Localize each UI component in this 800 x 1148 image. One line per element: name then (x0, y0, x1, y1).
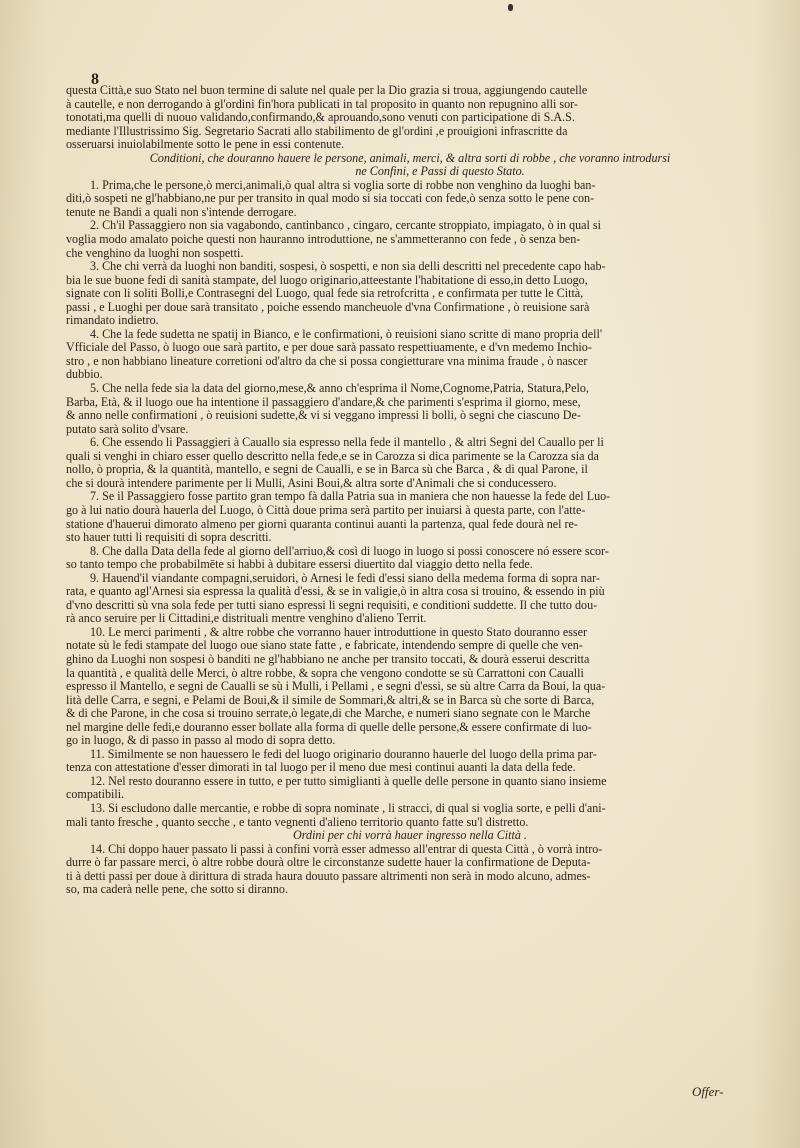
paragraph-3-line: 3. Che chi verrà da luoghi non banditi, sospesi, ò sospetti, e non sia delli descritti nel precedente capo hab- (90, 260, 606, 274)
paragraph-1-line: 1. Prima,che le persone,ò merci,animali,ò qual altra si voglia sorte di robbe non venghino da luoghi ban- (90, 178, 596, 192)
ink-blot (508, 4, 513, 11)
paragraph-5-line: 5. Che nella fede sia la data del giorno,mese,& anno ch'esprima il Nome,Cognome,Patria, Statura,Pelo, (90, 382, 589, 396)
paragraph-8-line: so tanto tempo che probabilmēte si habbi à dubitare essersi diuertito dal viaggio detto nella fede. (66, 558, 533, 572)
paragraph-8-line: 8. Che dalla Data della fede al giorno dell'arriuo,& così di luogo in luogo si possi conoscere nó essere scor- (90, 544, 609, 558)
paragraph-4-line: Vfficiale del Passo, ò luogo oue sarà partito, e per doue sarà passato respettiuamente, e d'vn medemo Inchio- (66, 341, 592, 355)
text-line: à cautelle, e non derrogando à gl'ordini fin'hora publicati in tal proposito in quanto non repugnino alli sor- (66, 97, 578, 111)
paragraph-13-line: mali tanto fresche , quanto secche , e tanto vegnenti d'alieno territorio quanto fatte su'l distretto. (66, 815, 529, 829)
section-heading-ingresso: Ordini per chi vorrà hauer ingresso nella Città . (293, 829, 527, 843)
text-line: tonotati,ma quelli di nuouo validando,confirmando,& aprouando,sono venuti con participatione di S.A.S. (66, 111, 575, 125)
paragraph-5-line: putato sarà solito d'vsare. (66, 422, 189, 436)
paragraph-10-line: & di che Parone, in che cosa si trouino serrate,ò legate,di che Marche, e numeri siano segnate con le Marche (66, 707, 591, 721)
paragraph-14-line: so, ma caderà nelle pene, che sotto si diranno. (66, 883, 288, 897)
paragraph-2-line: che venghino da luoghi non sospetti. (66, 246, 244, 260)
paragraph-4-line: stro , e non habbiano lineature corretioni od'altro da che si possa congietturare vna minima fraude , ò nascer (66, 354, 588, 368)
paragraph-9-line: 9. Hauend'il viandante compagni,seruidori, ò Arnesi le fedi d'essi siano della medema forma di sopra nar- (90, 571, 600, 585)
section-heading-continued: ne Confini, e Passi di questo Stato. (355, 165, 525, 179)
text-line: osseruarsi inuiolabilmente sotto le pene in essi contenute. (66, 138, 345, 152)
paragraph-10-line: 10. Le merci parimenti , & altre robbe che vorranno hauer introduttione in questo Stato douranno esser (90, 625, 588, 639)
paragraph-4-line: 4. Che la fede sudetta ne spatij in Bianco, e le confirmationi, ò reuisioni siano scritte di mano propria dell' (90, 327, 602, 341)
paragraph-2-line: 2. Ch'il Passaggiero non sia vagabondo, cantinbanco , cingaro, cercante stroppiato, impiagato, ò in qual si (90, 219, 601, 233)
paragraph-4-line: dubbio. (66, 368, 103, 382)
paragraph-6-line: quali si venghi in chiaro esser quello descritto nella fede,e se in Carozza si dica parimente se la Carozza sia da (66, 449, 599, 463)
paragraph-1-line: diti,ò sospeti ne gl'habbiano,ne pur per transito in qual modo si sia toccati con fede,ò senza sotto le pene con- (66, 192, 595, 206)
paragraph-11-line: 11. Similmente se non hauessero le fedi del luogo originario douranno hauerle del luogo della prima par- (90, 747, 597, 761)
paragraph-10-line: la quantità , e qualità delle Merci, ò altre robbe, & sopra che vengono condotte se sù Carrattoni con Caualli (66, 666, 584, 680)
paragraph-6-line: che si dourà intendere parimente per li Mulli, Asini Boui,& altra sorte d'Animali che si conducessero. (66, 476, 557, 490)
paragraph-9-line: rata, e quanto agl'Arnesi sia espressa la qualità d'essi, & se in valigie,ò in altra cosa si trouino, & essendo in più (66, 585, 605, 599)
section-heading: Conditioni, che douranno hauere le persone, animali, merci, & altra sorti di robbe , che voranno introdursi (149, 151, 671, 165)
paragraph-12-line: compatibili. (66, 788, 125, 802)
page-number: 8 (91, 71, 99, 88)
paragraph-10-line: go in luogo, & di passo in passo al modo di sopra detto. (66, 734, 336, 748)
paragraph-14-line: durre ò far passare merci, ò altre robbe dourà oltre le circonstanze sudette hauer la confirmatione de Deputa- (66, 856, 591, 870)
paragraph-6-line: nollo, ò propria, & la quantità, mantello, e segni de Caualli, e se in Barca sù che Barca , & di qual Parone, il (66, 463, 588, 477)
paragraph-3-line: passi , e Luoghi per doue sarà transitato , poiche essendo mancheuole d'vna Confirmatione , ò reuisione sarà (66, 300, 590, 314)
paragraph-3-line: rimandato indietro. (66, 314, 159, 328)
paragraph-10-line: notate sù le fedi stampate del luogo oue siano state fatte , e fabricate, intendendo sempre di quelle che ven- (66, 639, 583, 653)
paragraph-10-line: nel margine delle fedi,e douranno esser bollate alla forma di quelle delle persone,& essere confirmate di luo- (66, 720, 592, 734)
paragraph-10-line: espresso il Mantello, e segni de Caualli se sù i Mulli, i Pellami , e segni d'essi, se sù altre Carra da Boui, la qua- (66, 680, 606, 694)
paragraph-1-line: tenute ne Bandi a quali non s'intende derrogare. (66, 205, 297, 219)
catchword: Offer- (692, 1084, 724, 1099)
paragraph-7-line: go à lui natio dourà hauerla del Luogo, ò Città doue prima serà partito per inuiarsi à questa parte, con l'atte- (66, 503, 586, 517)
paragraph-10-line: lità delle Carra, e segni, e Pelami de Boui,& il simile de Sommari,& altri,& se in Barca sù che sorte di Barca, (66, 693, 595, 707)
paragraph-10-line: ghino da Luoghi non sospesi ò banditi ne gl'habbiano ne anche per transito toccati, & dourà esserui descritta (66, 652, 590, 666)
paragraph-14-line: ti à detti passi per doue à dirittura di strada haura douuto passare altrimenti non serà in modo alcuno, admes- (66, 869, 591, 883)
paragraph-7-line: 7. Se il Passaggiero fosse partito gran tempo fà dalla Patria sua in maniera che non hauesse la fede del Luo- (90, 490, 611, 504)
text-line: mediante l'Illustrissimo Sig. Segretario Sacrati allo stabilimento de gl'ordini ,e prouigioni infrascritte da (66, 124, 568, 138)
paragraph-11-line: tenza con attestatione d'esser dimorati in tal luogo per il meno due mesi continui auanti la data della fede. (66, 761, 576, 775)
paragraph-12-line: 12. Nel resto douranno essere in tutto, e per tutto simiglianti à quelle delle persone in quanto siano insieme (90, 774, 607, 788)
paragraph-7-line: sto hauer tutti li requisiti di sopra descritti. (66, 531, 272, 545)
paragraph-6-line: 6. Che essendo li Passaggieri à Cauallo sia espresso nella fede il mantello , & altri Segni del Cauallo per li (90, 436, 604, 450)
paragraph-3-line: bia le sue buone fedi di sanità stampate, del luogo originario,atteestante l'habitatione di esso,in detto Luogo, (66, 273, 588, 287)
text-line: questa Città,e suo Stato nel buon termine di salute nel quale per la Dio grazia si troua, aggiungendo cautelle (66, 84, 588, 97)
paragraph-3-line: signate con li soliti Bolli,e Contrasegni del Luogo, qual fede sia retrofcritta , e confirmata per tutte le Città, (66, 287, 584, 301)
paragraph-14-line: 14. Chi doppo hauer passato li passi à confini vorrà esser admesso all'entrar di questa Città , ò vorrà intro- (90, 842, 603, 856)
paragraph-9-line: d'vno descritti sù vna sola fede per tutti siano espressi li segni requisiti, e conditioni suddette. Il che tutto dou- (66, 598, 598, 612)
paragraph-2-line: voglia modo amalato poiche questi non hauranno introduttione, ne s'ammetteranno con fede , ò senza ben- (66, 233, 581, 247)
paragraph-5-line: & anno nelle confirmationi , ò reuisioni sudette,& vi si veggano impressi li bolli, ò segni che ciascuno De- (66, 409, 581, 423)
paragraph-5-line: Barba, Età, & il luogo oue ha intentione il passaggiero d'andare,& che parimenti s'esprima il giorno, mese, (66, 395, 581, 409)
paragraph-13-line: 13. Si escludono dalle mercantie, e robbe di sopra nominate , li stracci, di qual si voglia sorte, e pelli d'ani- (90, 801, 606, 815)
document-body (66, 84, 754, 897)
paragraph-9-line: rà anco seruire per li Cittadini,e distrituali mentre venghino d'alieno Territ. (66, 612, 427, 626)
paragraph-7-line: statione d'hauerui dimorato almeno per giorni quaranta continui auanti la partenza, qual fede dourà nel re- (66, 517, 578, 531)
